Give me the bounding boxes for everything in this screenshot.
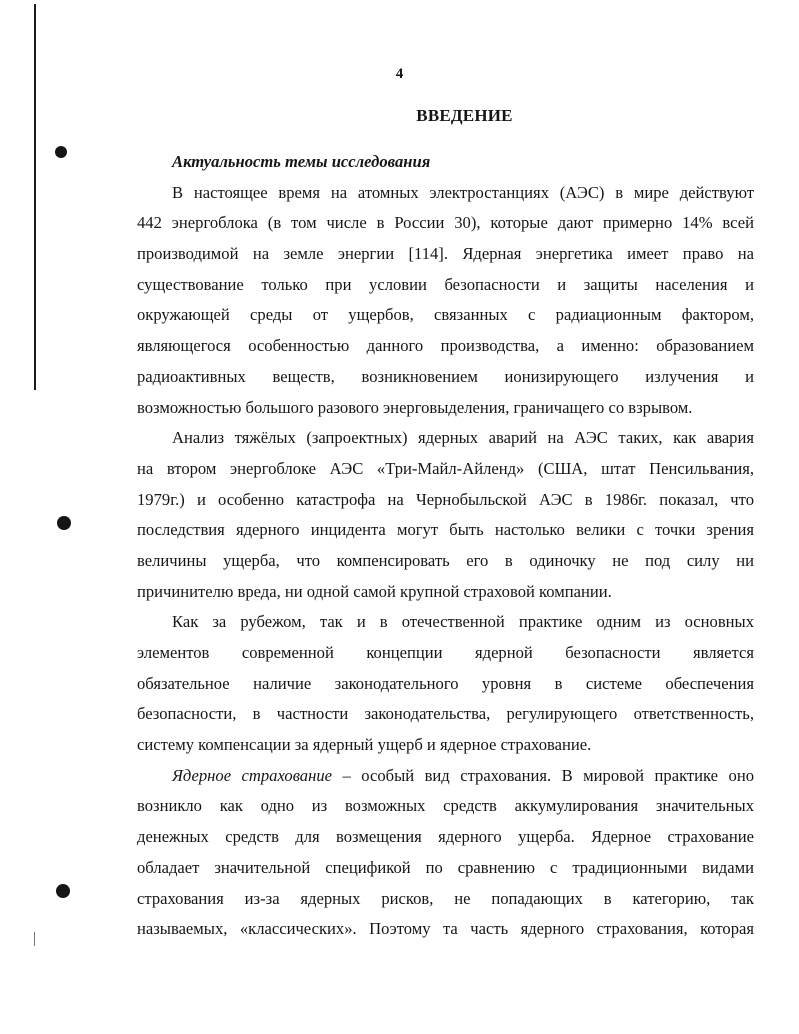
text-line: причинителю вреда, ни одной самой крупной страховой компании. (137, 581, 612, 601)
text-line: величины ущерба, что компенсировать его в одиночку не под силу ни (137, 550, 754, 570)
text-line: возможностью большого разового энерговыделения, граничащего со взрывом. (137, 397, 693, 417)
text-line: последствия ядерного инцидента могут быть настолько велики с точки зрения (137, 520, 754, 540)
text-line: обязательное наличие законодательного уровня в системе обеспечения (137, 673, 754, 693)
text-line: производимой на земле энергии [114]. Ядерная энергетика имеет право на (137, 244, 754, 264)
paragraph-4 (137, 761, 754, 945)
text-line: страхования из-за ядерных рисков, не попадающих в категорию, так (137, 888, 754, 908)
section-heading: ВВЕДЕНИЕ (416, 106, 513, 125)
scan-edge-line (34, 4, 36, 390)
text-line: 1979г.) и особенно катастрофа на Чернобыльской АЭС в 1986г. показал, что (137, 489, 754, 509)
text-line: являющегося особенностью данного производства, а именно: образованием (137, 336, 754, 356)
binder-hole-mark (56, 884, 70, 898)
scan-edge-mark (34, 932, 35, 946)
page-body (137, 147, 754, 945)
text-line: окружающей среды от ущербов, связанных с радиационным фактором, (137, 305, 754, 325)
text-line: денежных средств для возмещения ядерного ущерба. Ядерное страхование (137, 827, 754, 847)
text-line: элементов современной концепции ядерной безопасности является (137, 643, 754, 662)
paragraph-3 (137, 607, 754, 760)
text-line: безопасности, в частности законодательства, регулирующего ответственность, (137, 704, 754, 724)
subheading: Актуальность темы исследования (172, 152, 431, 171)
text-line: называемых, «классических». Поэтому та часть ядерного страхования, которая (137, 919, 754, 939)
text-fragment: – особый вид страхования. В мировой практике оно (332, 765, 754, 785)
text-line: В настоящее время на атомных электростанциях (АЭС) в мире действуют (172, 182, 754, 202)
page-number: 4 (395, 66, 404, 82)
paragraph-2 (137, 423, 754, 607)
text-line: обладает значительной спецификой по сравнению с традиционными видами (137, 857, 754, 877)
paragraph-1 (137, 178, 754, 424)
text-line: радиоактивных веществ, возникновением ионизирующего излучения и (137, 366, 754, 386)
text-line (137, 761, 754, 792)
binder-hole-mark (55, 146, 67, 158)
text-line: Как за рубежом, так и в отечественной практике одним из основных (172, 612, 754, 632)
binder-hole-mark (57, 516, 71, 530)
term-nuclear-insurance: Ядерное страхование (172, 765, 333, 785)
text-line: на втором энергоблоке АЭС «Три-Майл-Айленд» (США, штат Пенсильвания, (137, 458, 754, 478)
text-line: существование только при условии безопасности и защиты населения и (137, 274, 754, 294)
text-line: возникло как одно из возможных средств аккумулирования значительных (137, 796, 754, 816)
text-line: Анализ тяжёлых (запроектных) ядерных аварий на АЭС таких, как авария (172, 428, 754, 448)
text-line: систему компенсации за ядерный ущерб и ядерное страхование. (137, 735, 592, 755)
text-line: 442 энергоблока (в том числе в России 30), которые дают примерно 14% всей (137, 213, 754, 233)
